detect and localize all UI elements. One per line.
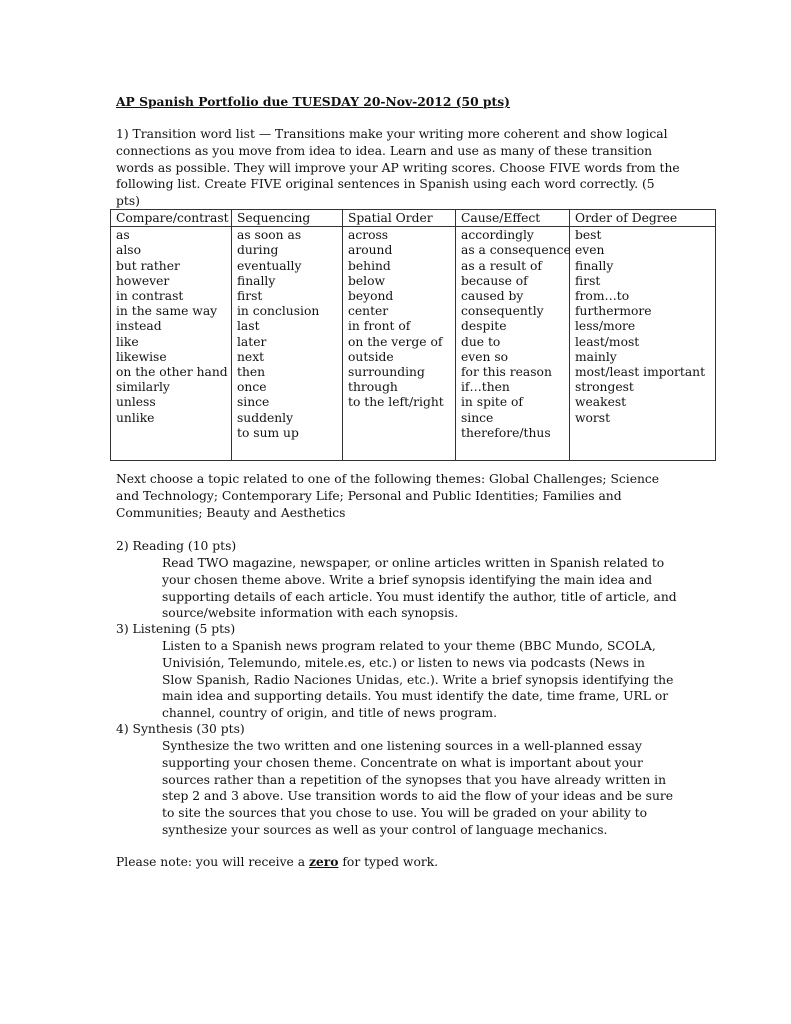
reading-instructions: Read TWO magazine, newspaper, or online articles written in Spanish related to your chosen theme above. Write a brief synopsis identifying the main idea and supporting details of each article. You must identify the author, title of article, and source/website information with each synopsis. — [162, 556, 677, 621]
transition-word: despite — [461, 319, 507, 334]
transition-word: in front of — [348, 319, 411, 334]
transition-word: eventually — [237, 258, 302, 273]
transition-word: caused by — [461, 289, 524, 304]
transition-word: strongest — [575, 380, 634, 395]
transition-word: but rather — [116, 258, 180, 273]
listening-instructions: Listen to a Spanish news program related to your theme (BBC Mundo, SCOLA, Univisión, Telemundo, mitele.es, etc.) or listen to news via podcasts (News in Slow Spanish, Radio Naciones Unidas, etc.). Write a brief synopsis identifying the main idea and supporting details. You must identify the date, time frame, URL or channel, country of origin, and title of news program. — [162, 639, 674, 721]
column-header-sequencing: Sequencing — [232, 210, 343, 227]
table-body-row — [111, 227, 716, 461]
note-text-before: Please note: you will receive a — [116, 855, 309, 869]
transition-word: once — [237, 380, 267, 395]
transition-word: on the other hand — [116, 365, 228, 380]
transition-word: across — [348, 228, 389, 243]
column-order-of-degree — [570, 227, 716, 461]
transition-word: last — [237, 319, 260, 334]
transition-word: since — [461, 410, 494, 425]
transition-word: as soon as — [237, 228, 302, 243]
transition-word: even so — [461, 349, 509, 364]
transition-instructions: 1) Transition word list — Transitions make your writing more coherent and show logical connections as you move from idea to idea. Learn and use as many of these transition words as possible. They will improve your AP writing scores. Choose FIVE words from the following list. Create FIVE original sentences in Spanish using each word correctly. (5 pts) — [116, 127, 680, 209]
column-header-compare-contrast: Compare/contrast — [111, 210, 232, 227]
transition-word: around — [348, 243, 393, 258]
transition-word: finally — [237, 273, 276, 288]
transition-word: as — [116, 228, 130, 243]
transition-word: like — [116, 334, 139, 349]
transition-word: first — [575, 273, 601, 288]
column-header-order-of-degree: Order of Degree — [570, 210, 716, 227]
column-spatial-order — [343, 227, 456, 461]
synthesis-instructions: Synthesize the two written and one listening sources in a well-planned essay supporting your chosen theme. Concentrate on what is important about your sources rather than a repetition of the synopses that you have already written in step 2 and 3 above. Use transition words to aid the flow of your ideas and be sure to site the sources that you chose to use. You will be graded on your ability to synthesize your sources as well as your control of language mechanics. — [162, 739, 674, 837]
topic-instructions: Next choose a topic related to one of the following themes: Global Challenges; Science and Technology; Contemporary Life; Personal and Public Identities; Families and Communities; Beauty and Aesthetics — [116, 472, 660, 520]
transition-word: since — [237, 395, 270, 410]
column-compare-contrast — [111, 227, 232, 461]
transition-word: on the verge of — [348, 334, 443, 349]
transition-word: less/more — [575, 319, 636, 334]
transition-word: weakest — [575, 395, 627, 410]
table-header-row — [111, 210, 716, 227]
transition-word: for this reason — [461, 365, 552, 380]
transition-word: unlike — [116, 410, 155, 425]
transition-word: least/most — [575, 334, 640, 349]
column-sequencing — [232, 227, 343, 461]
transition-word: outside — [348, 349, 394, 364]
transition-word: as a result of — [461, 258, 542, 273]
transition-word: accordingly — [461, 228, 534, 243]
transition-word: likewise — [116, 349, 167, 364]
transition-word: to the left/right — [348, 395, 444, 410]
note-emphasis-zero: zero — [308, 854, 339, 869]
transition-word: from…to — [575, 289, 630, 304]
transition-word: beyond — [348, 289, 394, 304]
transition-word: during — [237, 243, 279, 258]
transition-word: due to — [461, 334, 501, 349]
listening-heading: 3) Listening (5 pts) — [116, 622, 236, 636]
transition-word: suddenly — [237, 410, 294, 425]
transition-word: finally — [575, 258, 614, 273]
transition-word: because of — [461, 273, 528, 288]
transition-word: most/least important — [575, 365, 706, 380]
transition-word: through — [348, 380, 398, 395]
transition-word: below — [348, 273, 386, 288]
transition-word: if…then — [461, 380, 510, 395]
transition-word: first — [237, 289, 263, 304]
transition-word: also — [116, 243, 141, 258]
transition-word: surrounding — [348, 365, 425, 380]
column-header-spatial-order: Spatial Order — [343, 210, 456, 227]
note-text-after: for typed work. — [338, 855, 439, 869]
transition-word: in the same way — [116, 304, 218, 319]
transition-word: furthermore — [575, 304, 652, 319]
transition-word: worst — [575, 410, 611, 425]
typed-work-note — [116, 854, 682, 871]
transition-word: in contrast — [116, 289, 184, 304]
transition-word: in conclusion — [237, 304, 320, 319]
transition-word-table — [110, 209, 716, 461]
reading-heading: 2) Reading (10 pts) — [116, 539, 237, 553]
transition-word: consequently — [461, 304, 544, 319]
transition-word: to sum up — [237, 425, 299, 440]
transition-word: next — [237, 349, 265, 364]
transition-word: in spite of — [461, 395, 523, 410]
transition-word: as a consequence — [461, 243, 571, 258]
transition-word: unless — [116, 395, 156, 410]
synthesis-heading: 4) Synthesis (30 pts) — [116, 722, 245, 736]
transition-word: mainly — [575, 349, 617, 364]
transition-word: therefore/thus — [461, 425, 551, 440]
transition-word: then — [237, 365, 266, 380]
transition-word: later — [237, 334, 267, 349]
transition-word: best — [575, 228, 602, 243]
column-cause-effect — [456, 227, 570, 461]
transition-word: similarly — [116, 380, 170, 395]
document-title: AP Spanish Portfolio due TUESDAY 20-Nov-2012 (50 pts) — [116, 94, 510, 109]
transition-word: center — [348, 304, 389, 319]
column-header-cause-effect: Cause/Effect — [456, 210, 570, 227]
transition-word: instead — [116, 319, 162, 334]
transition-word: even — [575, 243, 605, 258]
transition-word: behind — [348, 258, 391, 273]
transition-word: however — [116, 273, 170, 288]
